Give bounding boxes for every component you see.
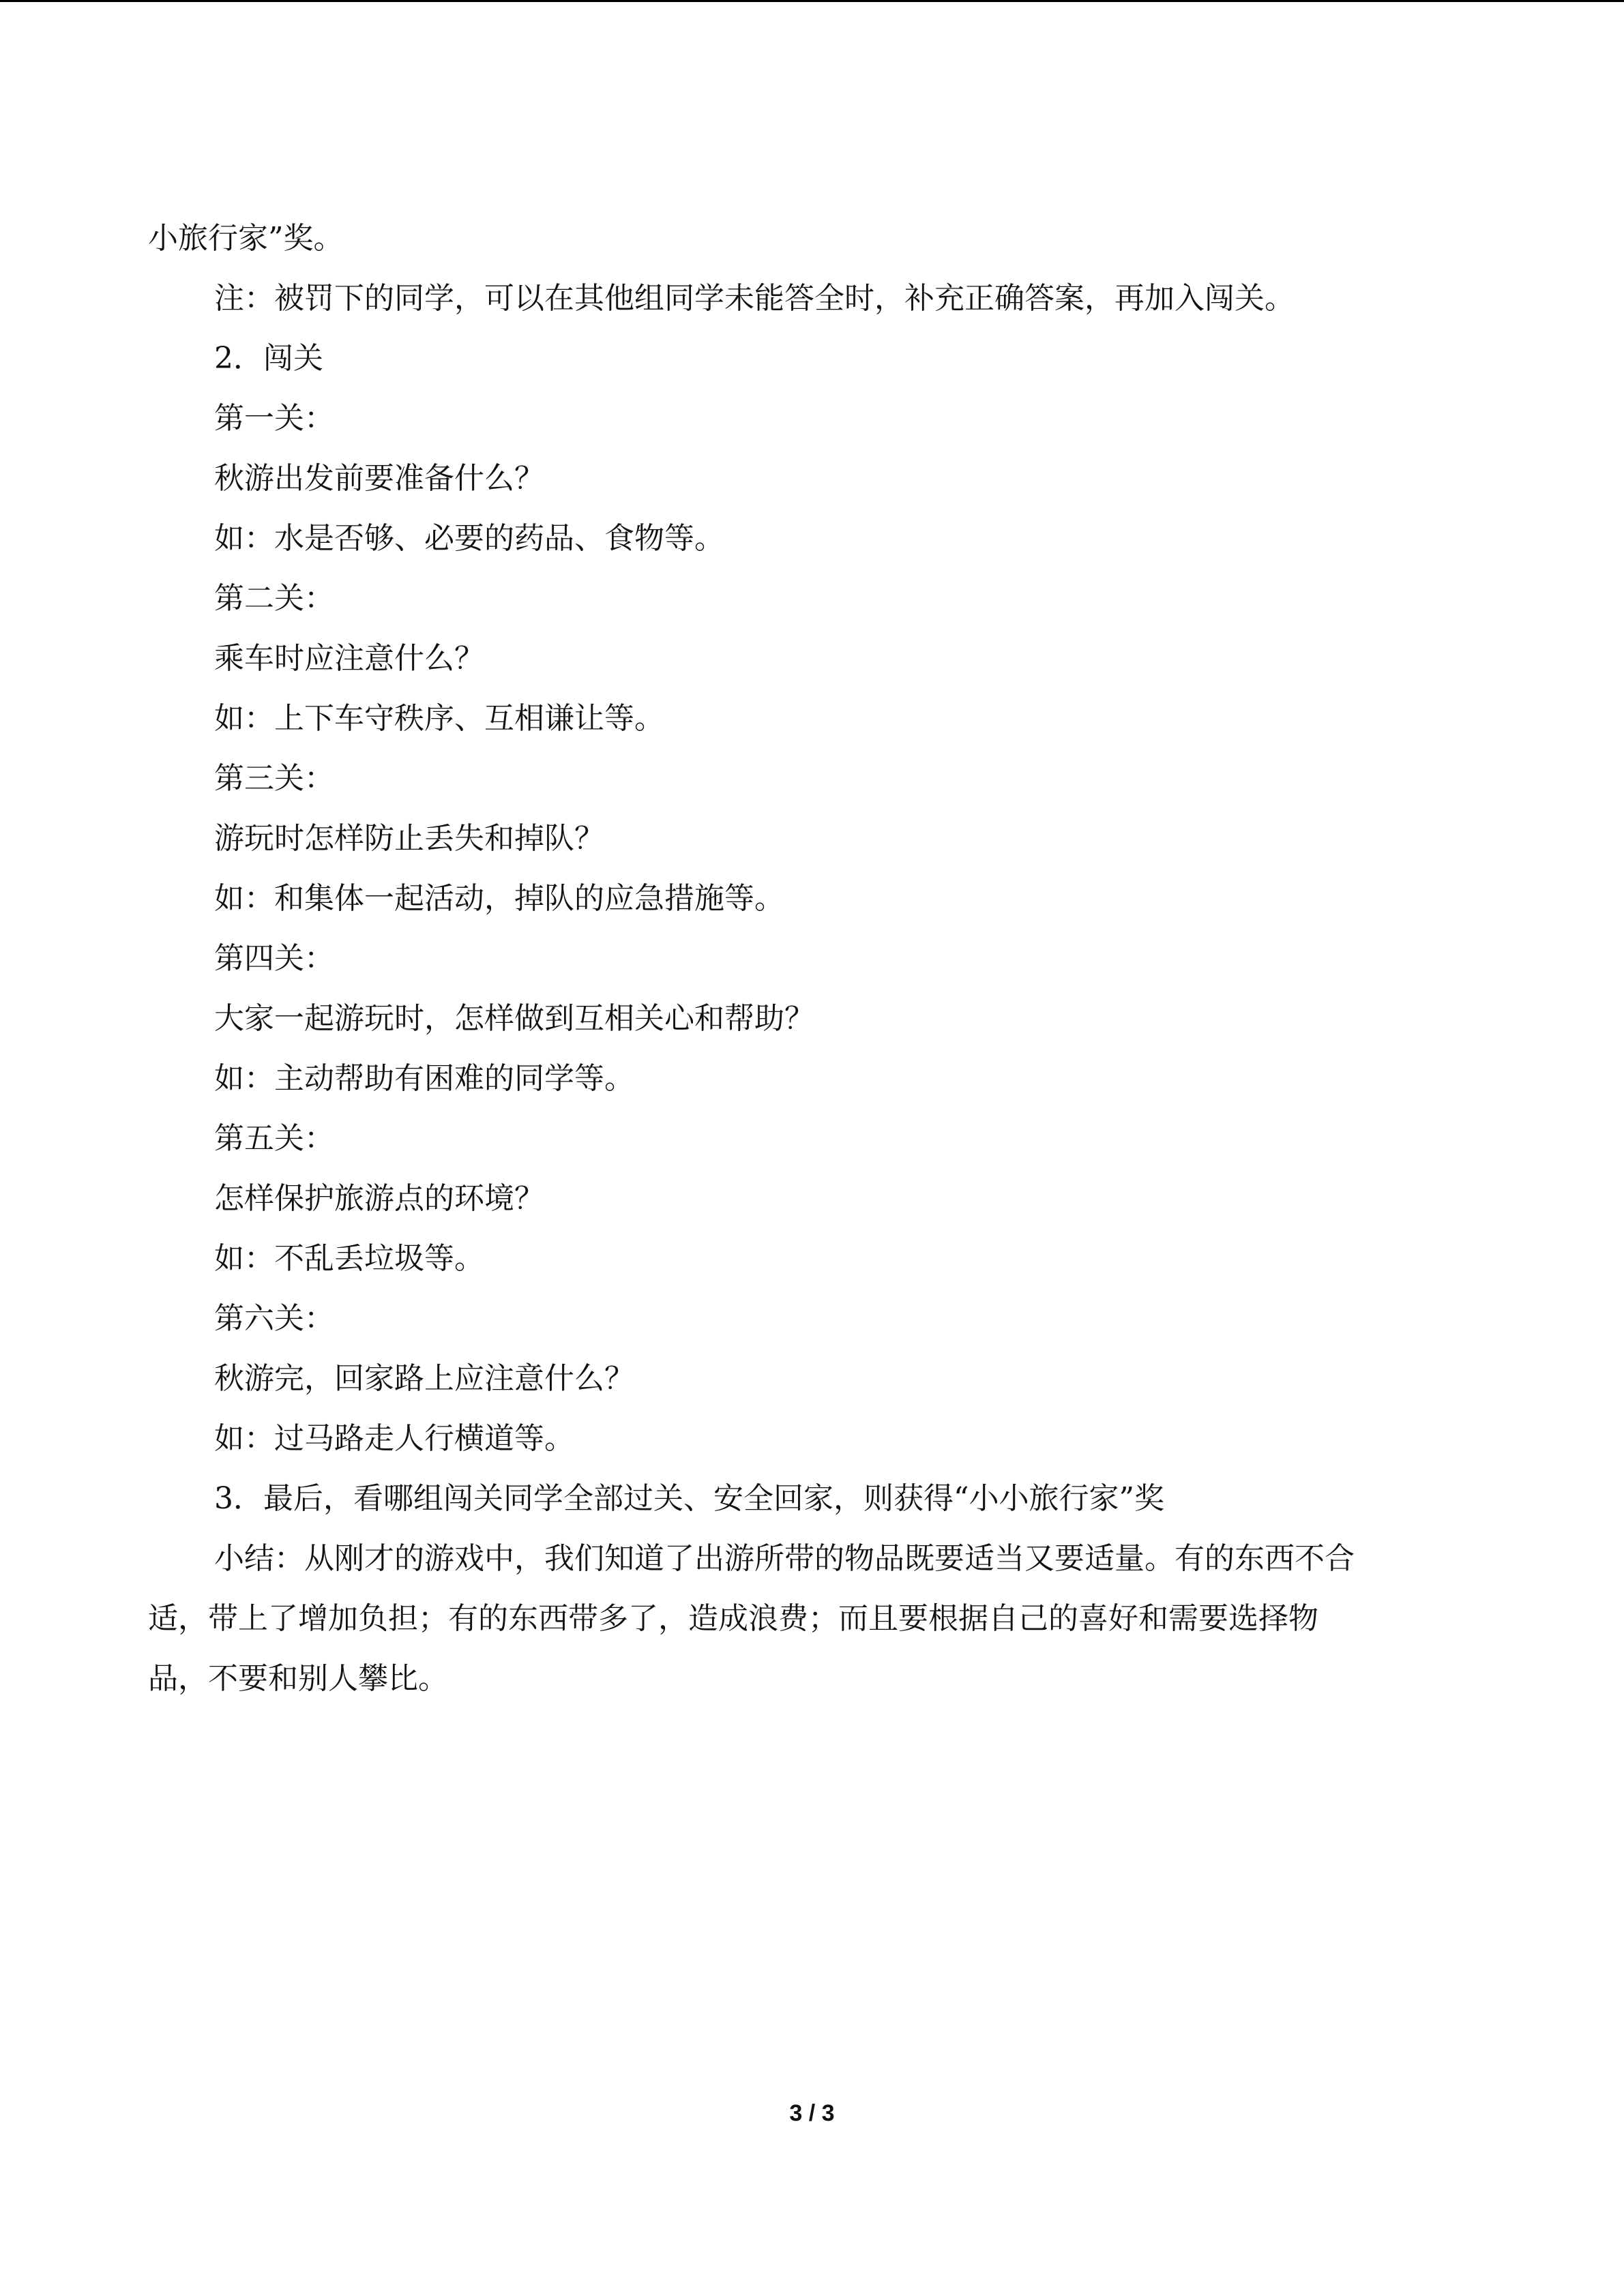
document-body: [148, 209, 1471, 1709]
document-line: 小结：从刚才的游戏中，我们知道了出游所带的物品既要适当又要适量。有的东西不合: [214, 1541, 1355, 1576]
document-line: 如：水是否够、必要的药品、食物等。: [214, 521, 724, 556]
document-line: 如：上下车守秩序、互相谦让等。: [214, 701, 664, 736]
page-number: 3 / 3: [789, 2100, 835, 2126]
document-line: 游玩时怎样防止丢失和掉队？: [214, 821, 604, 856]
document-line: 如：不乱丢垃圾等。: [214, 1241, 484, 1276]
document-line: 品，不要和别人攀比。: [148, 1661, 448, 1696]
document-line: 第六关：: [214, 1301, 334, 1336]
document-line: 秋游出发前要准备什么？: [214, 461, 544, 496]
document-line: 第二关：: [214, 581, 334, 616]
document-line: 第五关：: [214, 1121, 334, 1156]
document-line: 3．最后，看哪组闯关同学全部过关、安全回家，则获得“小小旅行家”奖: [214, 1481, 1164, 1516]
document-line: 如：过马路走人行横道等。: [214, 1421, 574, 1456]
document-line: 第四关：: [214, 941, 334, 976]
document-line: 大家一起游玩时，怎样做到互相关心和帮助？: [214, 1001, 814, 1036]
top-border-line: [0, 0, 1624, 2]
document-line: 第三关：: [214, 761, 334, 796]
document-line: 如：和集体一起活动，掉队的应急措施等。: [214, 881, 784, 916]
document-line: 如：主动帮助有困难的同学等。: [214, 1061, 634, 1096]
document-line: 适，带上了增加负担；有的东西带多了，造成浪费；而且要根据自己的喜好和需要选择物: [148, 1601, 1318, 1636]
document-line: 乘车时应注意什么？: [214, 641, 484, 676]
document-line: 注：被罚下的同学，可以在其他组同学未能答全时，补充正确答案，再加入闯关。: [214, 281, 1295, 316]
document-line: 怎样保护旅游点的环境？: [214, 1181, 544, 1216]
document-line: 第一关：: [214, 401, 334, 436]
document-line: 秋游完，回家路上应注意什么？: [214, 1361, 634, 1396]
document-line: 小旅行家”奖。: [148, 221, 344, 256]
document-line: 2．闯关: [214, 341, 323, 376]
